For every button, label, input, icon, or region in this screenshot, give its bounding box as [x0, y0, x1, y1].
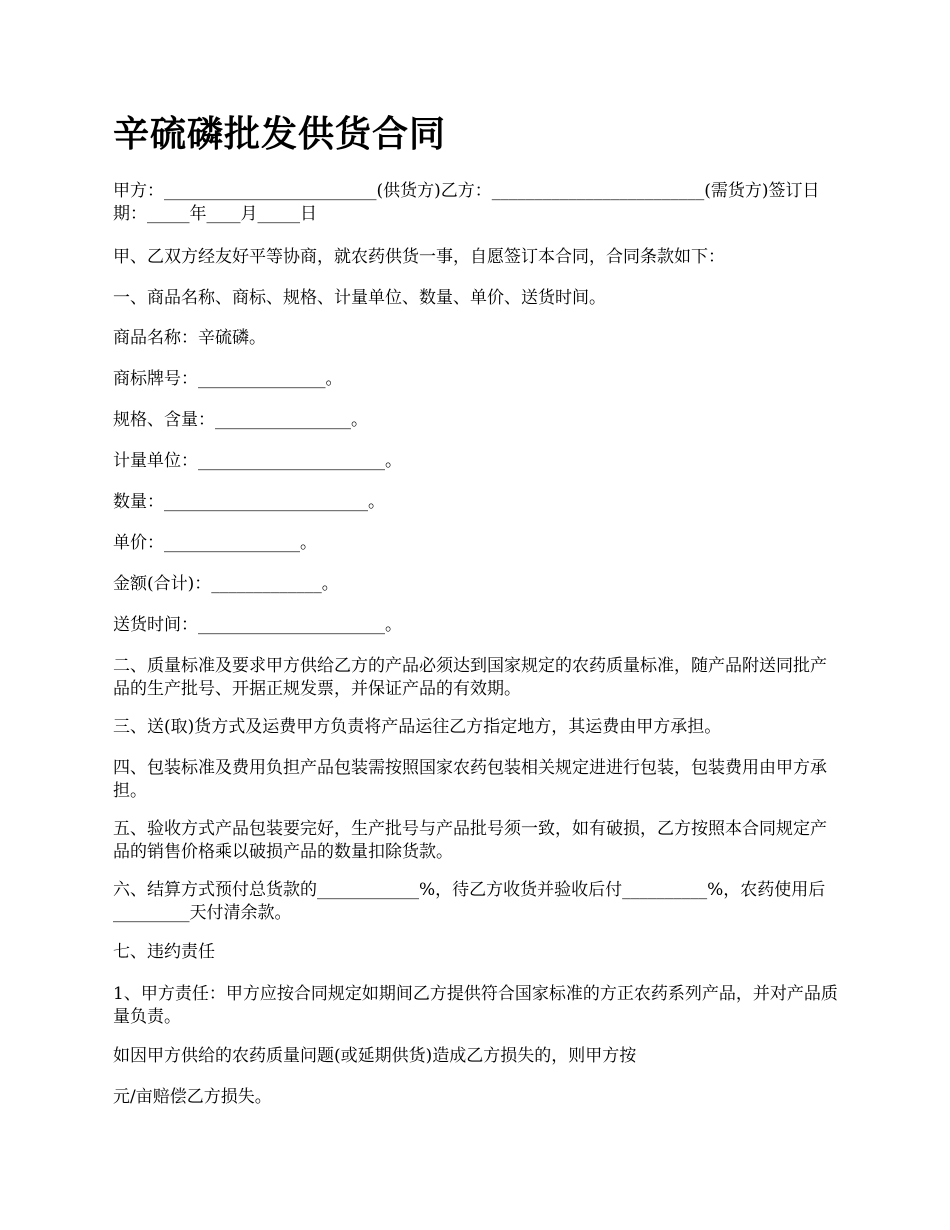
section-5-acceptance: 五、验收方式产品包装要完好，生产批号与产品批号须一致，如有破损，乙方按照本合同规定产品的销售价格乘以破损产品的数量扣除货款。 [113, 819, 827, 862]
compensation-per-mu: 元/亩赔偿乙方损失。 [113, 1087, 272, 1107]
amount-total-line: 金额(合计)：_____________。 [113, 574, 339, 594]
product-name-line: 商品名称：辛硫磷。 [113, 328, 266, 348]
unit-price-line: 单价：________________。 [113, 533, 317, 553]
unit-line: 计量单位：______________________。 [113, 451, 402, 471]
parties-and-date-line: 甲方：_________________________(供货方)乙方：_________________________(需货方)签订日期：_____年____月_____日 [113, 181, 820, 224]
section-7-heading: 七、违约责任 [113, 942, 215, 962]
spec-content-line: 规格、含量：________________。 [113, 410, 368, 430]
party-a-liability: 1、甲方责任：甲方应按合同规定如期间乙方提供符合国家标准的方正农药系列产品，并对产品质量负责。 [113, 984, 838, 1027]
section-3-delivery: 三、送(取)货方式及运费甲方负责将产品运往乙方指定地方，其运费由甲方承担。 [113, 717, 722, 737]
delivery-time-line: 送货时间：______________________。 [113, 615, 402, 635]
section-1-heading: 一、商品名称、商标、规格、计量单位、数量、单价、送货时间。 [113, 288, 606, 308]
document-title: 辛硫磷批发供货合同 [113, 113, 447, 155]
quantity-line: 数量：________________________。 [113, 492, 385, 512]
compensation-clause: 如因甲方供给的农药质量问题(或延期供货)造成乙方损失的，则甲方按 [113, 1046, 637, 1066]
section-4-packaging: 四、包装标准及费用负担产品包装需按照国家农药包装相关规定进进行包装，包装费用由甲方承担。 [113, 758, 827, 801]
intro-paragraph: 甲、乙双方经友好平等协商，就农药供货一事，自愿签订本合同，合同条款如下： [113, 247, 725, 267]
brand-line: 商标牌号：_______________。 [113, 369, 343, 389]
section-2-quality: 二、质量标准及要求甲方供给乙方的产品必须达到国家规定的农药质量标准，随产品附送同批产品的生产批号、开据正规发票，并保证产品的有效期。 [113, 656, 827, 699]
section-6-settlement: 六、结算方式预付总货款的____________%，待乙方收货并验收后付__________%，农药使用后_________天付清余款。 [113, 880, 826, 923]
